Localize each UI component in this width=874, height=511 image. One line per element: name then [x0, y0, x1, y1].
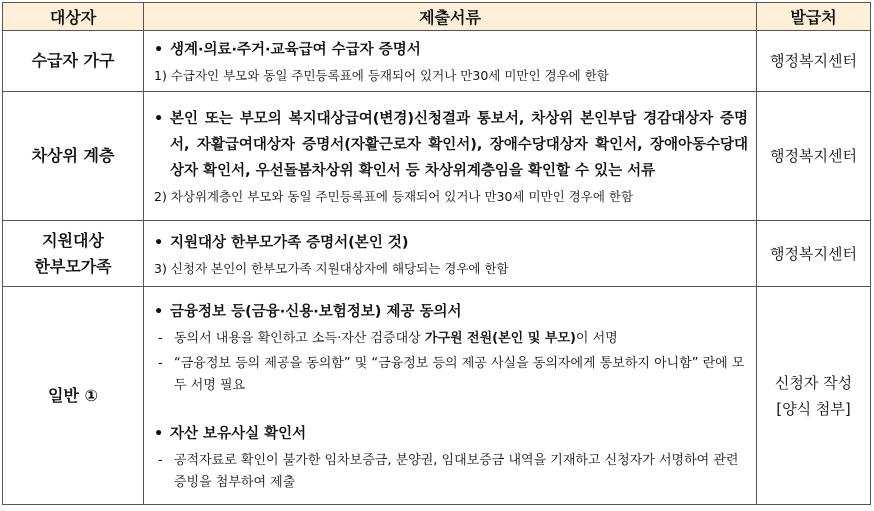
row-documents: [144, 221, 757, 287]
row-issuer: 행정복지센터: [757, 31, 871, 92]
table-row: [3, 221, 871, 287]
header-documents: 제출서류: [144, 3, 757, 31]
document-item: • 금융정보 등(금융·신용·보험정보) 제공 동의서: [154, 299, 748, 325]
row-issuer: 신청자 작성 [양식 첨부]: [757, 287, 871, 505]
bullet-icon: •: [154, 111, 164, 127]
document-item: • 생계·의료·주거·교육급여 수급자 증명서: [154, 37, 748, 63]
row-documents: [144, 92, 757, 221]
document-subitem: - “금융정보 등의 제공을 동의함” 및 “금융정보 등의 제공 사실을 동의자에게 통보하지 아니함” 란에 모두 서명 필요: [154, 353, 748, 397]
header-row: [3, 3, 871, 31]
document-item: • 자산 보유사실 확인서: [154, 421, 748, 447]
row-issuer: 행정복지센터: [757, 92, 871, 221]
row-issuer: 행정복지센터: [757, 221, 871, 287]
header-issuer: 발급처: [757, 3, 871, 31]
document-item: • 본인 또는 부모의 복지대상급여(변경)신청결과 통보서, 차상위 본인부담 경감대상자 증명서, 자활급여대상자 증명서(자활근로자 확인서), 장애수당대상자 확인서, 장애아동수당대상자 확인서, 우선돌봄차상위 확인서 등 차상위계층임을 확인할 수 있는 서류: [154, 106, 748, 184]
bullet-icon: •: [154, 42, 164, 58]
table-row: [3, 287, 871, 505]
document-subitem: - 공적자료로 확인이 불가한 임차보증금, 분양권, 임대보증금 내역을 기재하고 신청자가 서명하여 관련 증빙을 첨부하여 제출: [154, 450, 748, 494]
submission-documents-table: [2, 2, 871, 505]
bullet-icon: •: [154, 304, 164, 320]
row-target: 수급자 가구: [3, 31, 144, 92]
table-row: [3, 92, 871, 221]
table-row: [3, 31, 871, 92]
header-target: 대상자: [3, 3, 144, 31]
dash-icon: -: [158, 331, 163, 346]
document-note: 1) 수급자인 부모와 동일 주민등록표에 등재되어 있거나 만30세 미만인 경우에 한함: [154, 68, 609, 83]
bullet-icon: •: [154, 426, 164, 442]
row-target: 일반 ①: [3, 287, 144, 505]
document-subitem: - 동의서 내용을 확인하고 소득·자산 검증대상 가구원 전원(본인 및 부모)이 서명: [154, 328, 748, 350]
dash-icon: -: [158, 453, 163, 468]
dash-icon: -: [158, 356, 163, 371]
row-target: 지원대상 한부모가족: [3, 221, 144, 287]
bullet-icon: •: [154, 234, 164, 251]
document-note: 3) 신청자 본인이 한부모가족 지원대상자에 해당되는 경우에 한함: [154, 260, 509, 276]
document-item: • 지원대상 한부모가족 증명서(본인 것): [154, 230, 748, 256]
row-documents: [144, 31, 757, 92]
row-documents: [144, 287, 757, 505]
row-target: 차상위 계층: [3, 92, 144, 221]
document-note: 2) 차상위계층인 부모와 동일 주민등록표에 등재되어 있거나 만30세 미만인 경우에 한함: [154, 189, 634, 204]
